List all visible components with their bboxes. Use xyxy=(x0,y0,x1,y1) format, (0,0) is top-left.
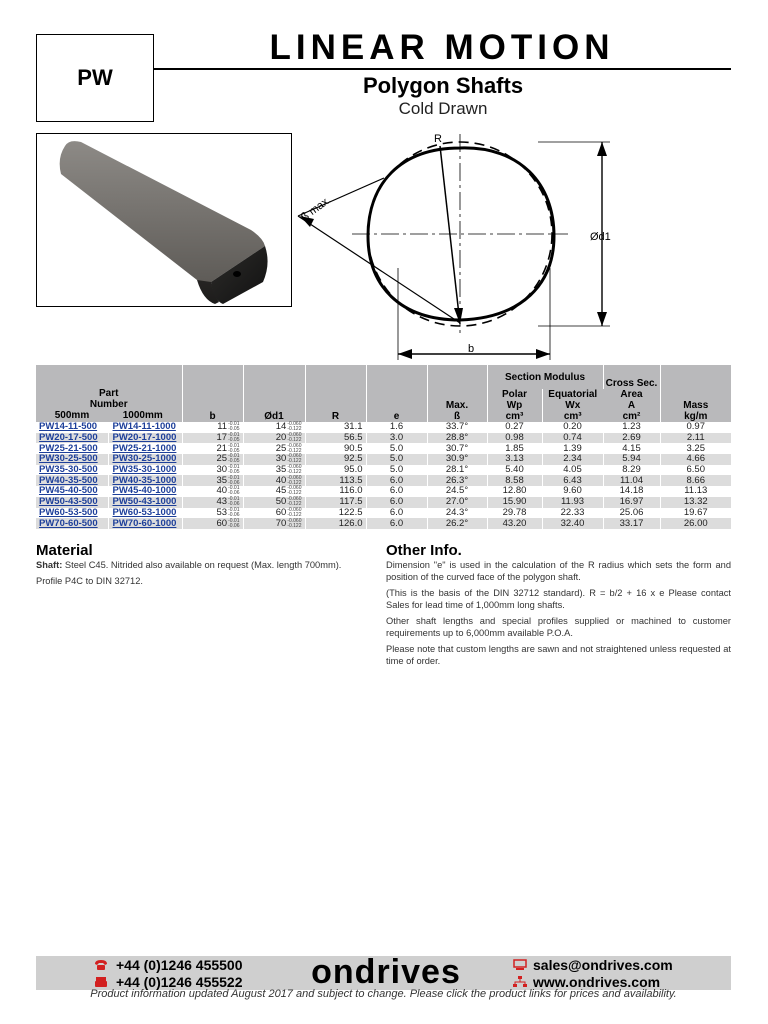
product-title: Polygon Shafts xyxy=(362,73,524,98)
area-cell: 2.69 xyxy=(603,433,660,444)
specification-table xyxy=(36,365,731,529)
wx-cell: 11.93 xyxy=(542,497,603,508)
area-cell: 4.15 xyxy=(603,443,660,454)
mass-header: Mass kg/m xyxy=(660,365,731,422)
part-link-1000[interactable]: PW50-43-1000 xyxy=(108,497,182,508)
beta-cell: 30.9° xyxy=(427,454,487,465)
mass-cell: 4.66 xyxy=(660,454,731,465)
mass-cell: 8.66 xyxy=(660,475,731,486)
d1-cell: 50 -0.060 -0.122 xyxy=(243,497,305,508)
area-cell: 8.29 xyxy=(603,465,660,476)
beta-cell: 33.7° xyxy=(427,422,487,433)
area-cell: 1.23 xyxy=(603,422,660,433)
area-cell: 11.04 xyxy=(603,475,660,486)
d1-cell: 30 -0.060 -0.122 xyxy=(243,454,305,465)
table-row xyxy=(36,518,731,529)
e-cell: 6.0 xyxy=(366,508,427,519)
wp-cell: 0.98 xyxy=(487,433,542,444)
table-row xyxy=(36,465,731,476)
table-row xyxy=(36,497,731,508)
wp-cell: 5.40 xyxy=(487,465,542,476)
product-code: PW xyxy=(77,65,113,90)
part-link-1000[interactable]: PW30-25-1000 xyxy=(108,454,182,465)
part-link-500[interactable]: PW60-53-500 xyxy=(36,508,108,519)
wp-cell: 3.13 xyxy=(487,454,542,465)
part-link-1000[interactable]: PW14-11-1000 xyxy=(108,422,182,433)
b-cell: 60 -0.01 -0.06 xyxy=(182,518,243,529)
wp-cell: 43.20 xyxy=(487,518,542,529)
info-paragraph: Other shaft lengths and special profiles supplied or machined to customer requirements up to 6,000mm available P.O.A. xyxy=(386,616,731,638)
diameter-label: Ød1 xyxy=(590,231,611,243)
d1-cell: 20 -0.060 -0.122 xyxy=(243,433,305,444)
b-cell: 35 -0.01 -0.06 xyxy=(182,475,243,486)
mass-cell: 19.67 xyxy=(660,508,731,519)
b-cell: 21 -0.01 -0.05 xyxy=(182,443,243,454)
b-cell: 43 -0.01 -0.06 xyxy=(182,497,243,508)
e-cell: 6.0 xyxy=(366,475,427,486)
r-cell: 31.1 xyxy=(305,422,366,433)
beta-cell: 26.3° xyxy=(427,475,487,486)
material-text xyxy=(36,560,366,591)
d1-cell: 35 -0.060 -0.122 xyxy=(243,465,305,476)
d1-cell: 60 -0.060 -0.122 xyxy=(243,508,305,519)
e-cell: 5.0 xyxy=(366,465,427,476)
email-link[interactable] xyxy=(513,957,673,973)
part-link-1000[interactable]: PW70-60-1000 xyxy=(108,518,182,529)
r-cell: 116.0 xyxy=(305,486,366,497)
b-header: b xyxy=(182,365,243,422)
wp-cell: 8.58 xyxy=(487,475,542,486)
equatorial-header: Equatorial Wx cm³ xyxy=(542,389,603,422)
other-info-heading: Other Info. xyxy=(386,542,462,559)
beta-cell: 27.0° xyxy=(427,497,487,508)
b-cell: 53 -0.01 -0.06 xyxy=(182,508,243,519)
fax-icon xyxy=(94,976,108,988)
wp-cell: 15.90 xyxy=(487,497,542,508)
cross-section-header: Cross Sec. Area A cm² xyxy=(603,365,660,422)
part-link-1000[interactable]: PW25-21-1000 xyxy=(108,443,182,454)
info-paragraph: Please note that custom lengths are sawn and not straightened unless requested at time of order. xyxy=(386,644,731,666)
part-link-1000[interactable]: PW40-35-1000 xyxy=(108,475,182,486)
part-link-500[interactable]: PW45-40-500 xyxy=(36,486,108,497)
phone-number[interactable]: +44 (0)1246 455500 xyxy=(116,957,243,973)
e-header: e xyxy=(366,365,427,422)
mass-cell: 2.11 xyxy=(660,433,731,444)
wx-cell: 4.05 xyxy=(542,465,603,476)
d1-cell: 25 -0.060 -0.122 xyxy=(243,443,305,454)
area-cell: 16.97 xyxy=(603,497,660,508)
part-link-500[interactable]: PW35-30-500 xyxy=(36,465,108,476)
wx-cell: 0.74 xyxy=(542,433,603,444)
info-paragraph: Dimension "e" is used in the calculation of the R radius which sets the form and position of the curved face of the polygon shaft. xyxy=(386,560,731,582)
profile-text: Profile P4C to DIN 32712. xyxy=(36,575,143,586)
b-cell: 30 -0.01 -0.05 xyxy=(182,465,243,476)
wp-cell: 0.27 xyxy=(487,422,542,433)
r-cell: 126.0 xyxy=(305,518,366,529)
phone-icon xyxy=(94,959,108,971)
shaft-image xyxy=(37,134,292,307)
beta-cell: 28.1° xyxy=(427,465,487,476)
mass-cell: 6.50 xyxy=(660,465,731,476)
network-icon xyxy=(513,976,527,988)
polygon-profile-drawing xyxy=(292,128,622,364)
e-cell: 1.6 xyxy=(366,422,427,433)
wx-cell: 0.20 xyxy=(542,422,603,433)
e-cell: 6.0 xyxy=(366,518,427,529)
area-cell: 14.18 xyxy=(603,486,660,497)
part-link-1000[interactable]: PW60-53-1000 xyxy=(108,508,182,519)
material-heading: Material xyxy=(36,542,93,559)
part-link-500[interactable]: PW50-43-500 xyxy=(36,497,108,508)
beta-header: Max. ß xyxy=(427,365,487,422)
polar-header: Polar Wp cm³ xyxy=(487,389,542,422)
mass-cell: 26.00 xyxy=(660,518,731,529)
wp-cell: 12.80 xyxy=(487,486,542,497)
product-code-box xyxy=(36,34,154,122)
computer-icon xyxy=(513,959,527,971)
wx-cell: 2.34 xyxy=(542,454,603,465)
website-text[interactable]: www.ondrives.com xyxy=(533,974,661,990)
r-cell: 122.5 xyxy=(305,508,366,519)
r-cell: 113.5 xyxy=(305,475,366,486)
part-link-1000[interactable]: PW45-40-1000 xyxy=(108,486,182,497)
wx-cell: 32.40 xyxy=(542,518,603,529)
d1-header: Ød1 xyxy=(243,365,305,422)
mass-cell: 3.25 xyxy=(660,443,731,454)
r-cell: 56.5 xyxy=(305,433,366,444)
wp-cell: 29.78 xyxy=(487,508,542,519)
area-cell: 33.17 xyxy=(603,518,660,529)
mass-cell: 11.13 xyxy=(660,486,731,497)
info-paragraph: (This is the basis of the DIN 32712 standard). R = b/2 + 16 x e Please contact Sales for lead time of 1,000mm long shafts. xyxy=(386,588,731,610)
wx-cell: 1.39 xyxy=(542,443,603,454)
part-link-500[interactable]: PW14-11-500 xyxy=(36,422,108,433)
beta-cell: 30.7° xyxy=(427,443,487,454)
mass-cell: 13.32 xyxy=(660,497,731,508)
b-cell: 11 -0.01 -0.05 xyxy=(182,422,243,433)
d1-cell: 14 -0.060 -0.122 xyxy=(243,422,305,433)
d1-cell: 70 -0.060 -0.122 xyxy=(243,518,305,529)
part-link-1000[interactable]: PW20-17-1000 xyxy=(108,433,182,444)
part-link-1000[interactable]: PW35-30-1000 xyxy=(108,465,182,476)
area-cell: 5.94 xyxy=(603,454,660,465)
area-cell: 25.06 xyxy=(603,508,660,519)
beta-cell: 24.3° xyxy=(427,508,487,519)
b-cell: 25 -0.01 -0.05 xyxy=(182,454,243,465)
r-cell: 90.5 xyxy=(305,443,366,454)
e-cell: 5.0 xyxy=(366,443,427,454)
mass-cell: 0.97 xyxy=(660,422,731,433)
d1-cell: 45 -0.060 -0.122 xyxy=(243,486,305,497)
table-row xyxy=(36,433,731,444)
part-link-500[interactable]: PW30-25-500 xyxy=(36,454,108,465)
r-header: R xyxy=(305,365,366,422)
part-link-500[interactable]: PW40-35-500 xyxy=(36,475,108,486)
r-cell: 117.5 xyxy=(305,497,366,508)
r-cell: 92.5 xyxy=(305,454,366,465)
e-cell: 3.0 xyxy=(366,433,427,444)
part-link-500[interactable]: PW70-60-500 xyxy=(36,518,108,529)
shaft-label: Shaft: xyxy=(36,560,63,570)
e-cell: 5.0 xyxy=(366,454,427,465)
beta-label: ß max. xyxy=(298,194,334,224)
section-modulus-header: Section Modulus xyxy=(487,365,603,389)
radius-label: R xyxy=(434,133,442,145)
beta-cell: 26.2° xyxy=(427,518,487,529)
product-subtitle: Cold Drawn xyxy=(398,99,488,118)
disclaimer: Product information updated August 2017 and subject to change. Please click the product links for prices and availability. xyxy=(90,988,677,1000)
width-label: b xyxy=(468,343,475,355)
b-cell: 17 -0.01 -0.05 xyxy=(182,433,243,444)
beta-cell: 24.5° xyxy=(427,486,487,497)
wx-cell: 22.33 xyxy=(542,508,603,519)
email-text[interactable]: sales@ondrives.com xyxy=(533,957,673,973)
table-row xyxy=(36,508,731,519)
d1-cell: 40 -0.060 -0.122 xyxy=(243,475,305,486)
shaft-text: Steel C45. Nitrided also available on request (Max. length 700mm). xyxy=(62,560,342,570)
part-link-500[interactable]: PW20-17-500 xyxy=(36,433,108,444)
part-number-header: Part Number 500mm 1000mm xyxy=(36,365,182,422)
brand-logo[interactable]: ondrives xyxy=(311,953,461,991)
wp-cell: 1.85 xyxy=(487,443,542,454)
e-cell: 6.0 xyxy=(366,497,427,508)
fax-number[interactable]: +44 (0)1246 455522 xyxy=(116,974,243,990)
b-cell: 40 -0.01 -0.06 xyxy=(182,486,243,497)
wx-cell: 9.60 xyxy=(542,486,603,497)
product-photo xyxy=(36,133,292,307)
header-rule xyxy=(154,68,731,70)
beta-cell: 28.8° xyxy=(427,433,487,444)
part-link-500[interactable]: PW25-21-500 xyxy=(36,443,108,454)
wx-cell: 6.43 xyxy=(542,475,603,486)
other-info-text xyxy=(386,560,731,672)
r-cell: 95.0 xyxy=(305,465,366,476)
e-cell: 6.0 xyxy=(366,486,427,497)
page-title: LINEAR MOTION xyxy=(269,28,615,67)
